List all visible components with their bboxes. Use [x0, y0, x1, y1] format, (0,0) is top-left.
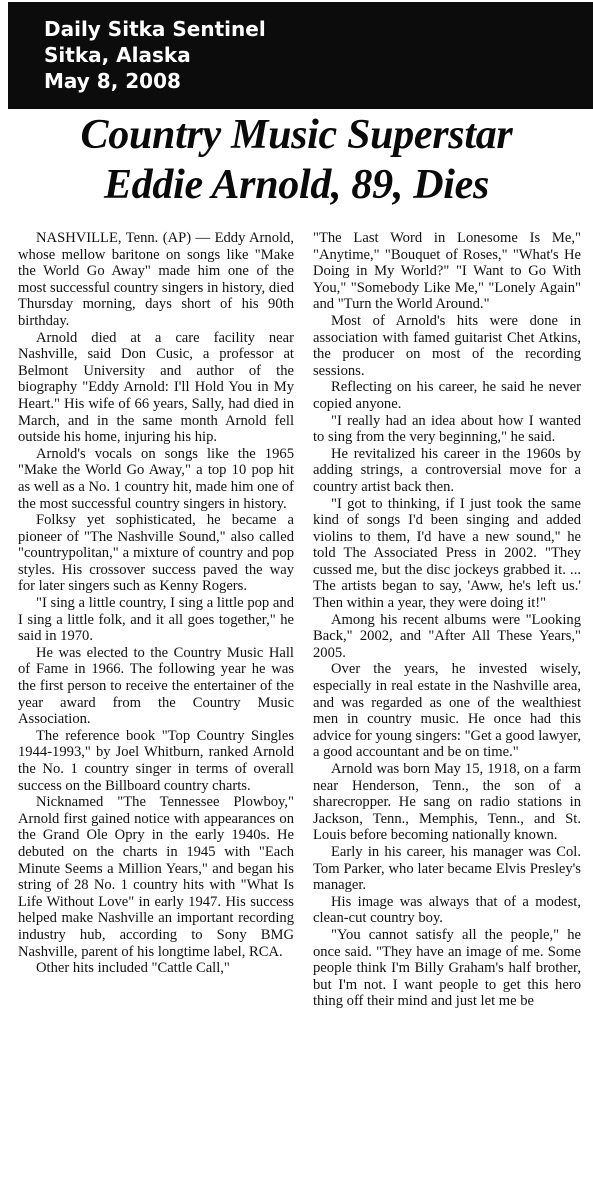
paragraph: Among his recent albums were "Looking Back," 2002, and "After All These Years," 2005. [313, 611, 581, 661]
headline-line-2: Eddie Arnold, 89, Dies [103, 162, 490, 208]
paragraph: The reference book "Top Country Singles 1944-1993," by Joel Whitburn, ranked Arnold the No. 1 country singer in terms of overall success on the Billboard country charts. [18, 727, 294, 794]
masthead-banner [8, 2, 593, 109]
article-column-right [313, 230, 581, 1010]
paragraph: "I got to thinking, if I just took the same kind of songs I'd been singing and added violins to them, I'd have a new sound," he told The Associated Press in 2002. "They cussed me, but the disc jockeys grabbed it. ... The artists began to say, 'Aww, he's left us.' Then within a year, they were doing it!" [313, 495, 581, 612]
paragraph: Reflecting on his career, he said he never copied anyone. [313, 379, 581, 412]
article-column-left [18, 230, 294, 977]
publication-location: Sitka, Alaska [44, 43, 191, 67]
paragraph: Other hits included "Cattle Call," [36, 960, 230, 977]
headline-line-1: Country Music Superstar [80, 112, 513, 158]
paragraph-continued: "The Last Word in Lonesome Is Me," "Anytime," "Bouquet of Roses," "What's He Doing in My World?" "I Want to Go With You," "Somebody Like Me," "Lonely Again" and "Turn the World Around." [313, 230, 581, 313]
paragraph: He was elected to the Country Music Hall of Fame in 1966. The following year he was the first person to receive the entertainer of the year award from the Country Music Association. [18, 644, 294, 728]
paragraph: Most of Arnold's hits were done in association with famed guitarist Chet Atkins, the producer on most of the recording sessions. [313, 312, 581, 379]
publication-date: May 8, 2008 [44, 69, 181, 93]
paragraph: His image was always that of a modest, clean-cut country boy. [313, 893, 581, 927]
paragraph: He revitalized his career in the 1960s by adding strings, a controversial move for a country artist back then. [313, 445, 581, 495]
paragraph: "I really had an idea about how I wanted to sing from the very beginning," he said. [313, 412, 581, 446]
paragraph: Arnold was born May 15, 1918, on a farm near Henderson, Tenn., the son of a sharecropper. He sang on radio stations in Jackson, Tenn., Memphis, Tenn., and St. Louis before becoming nationally known. [313, 761, 581, 844]
newspaper-name: Daily Sitka Sentinel [44, 17, 266, 41]
paragraph: "I sing a little country, I sing a little pop and I sing a little folk, and it all goes together," he said in 1970. [18, 595, 294, 645]
paragraph: Over the years, he invested wisely, especially in real estate in the Nashville area, and was regarded as one of the wealthiest men in country music. He once had this advice for young singers: "Get a good lawyer, a good accountant and be on time." [313, 661, 581, 761]
paragraph: "You cannot satisfy all the people," he once said. "They have an image of me. Some people think I'm Billy Graham's half brother, but I'm not. I want people to get this hero thing off their mind and just let me be [313, 926, 581, 1010]
article-headline [0, 110, 593, 210]
paragraph: Arnold died at a care facility near Nashville, said Don Cusic, a professor at Belmont University and author of the biography "Eddy Arnold: I'll Hold You in My Heart." His wife of 66 years, Sally, had died in March, and in the same month Arnold fell outside his home, injuring his hip. [18, 329, 294, 446]
paragraph: Early in his career, his manager was Col. Tom Parker, who later became Elvis Presley's manager. [313, 843, 581, 894]
paragraph: Folksy yet sophisticated, he became a pioneer of "The Nashville Sound," also called "countrypolitan," a mixture of country and pop styles. His crossover success paved the way for later singers such as Kenny Rogers. [18, 512, 294, 595]
paragraph: Nicknamed "The Tennessee Plowboy," Arnold first gained notice with appearances on the Grand Ole Opry in the early 1940s. He debuted on the charts in 1945 with "Each Minute Seems a Million Years," and began his string of 28 No. 1 country hits with "What Is Life Without Love" in early 1947. His success helped make Nashville an important recording industry hub, according to Sony BMG Nashville, parent of his longtime label, RCA. [18, 794, 294, 960]
paragraph: NASHVILLE, Tenn. (AP) — Eddy Arnold, whose mellow baritone on songs like "Make the World Go Away" made him one of the most successful country singers in history, died Thursday morning, days short of his 90th birthday. [18, 230, 294, 329]
paragraph: Arnold's vocals on songs like the 1965 "Make the World Go Away," a top 10 pop hit as well as a No. 1 country hit, made him one of the most successful country singers in history. [18, 445, 294, 512]
